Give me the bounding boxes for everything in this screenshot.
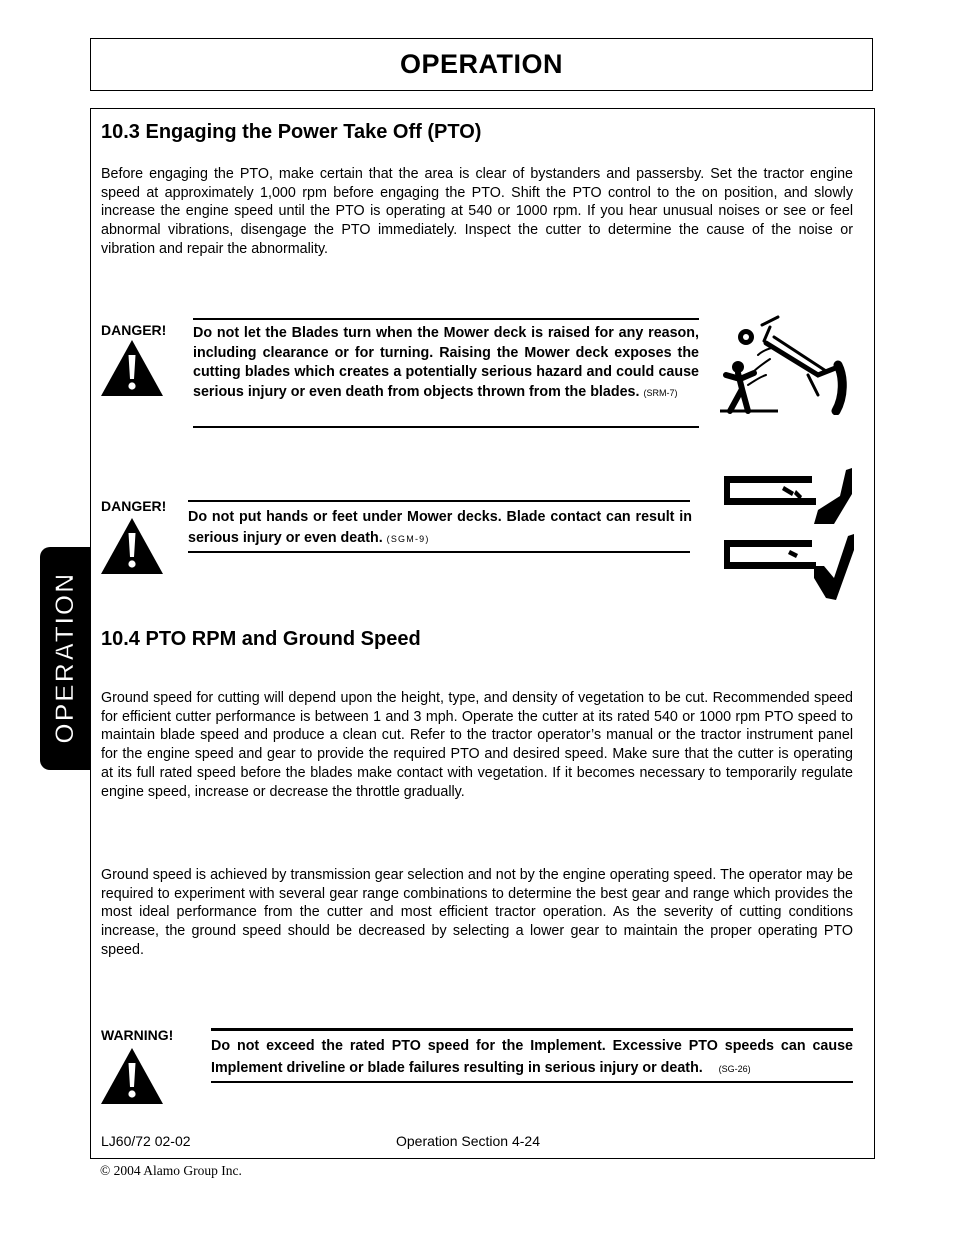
danger-triangle-icon xyxy=(100,338,164,398)
danger-triangle-icon xyxy=(100,516,164,576)
side-tab-label: OPERATION xyxy=(49,571,80,745)
footer-page-number: Operation Section 4-24 xyxy=(396,1133,540,1149)
warning-top-rule xyxy=(211,1028,853,1031)
section-10-4-paragraph-1: Ground speed for cutting will depend upon the height, type, and density of vegetation to be cut. Recommended speed for efficient cutter performance is between 1 and 3 mph. Operate the cutter at its rated 540 or 1000 rpm PTO speed to maintain blade speed and produce a clean cut. Refer to the tractor operator’s manual or the tractor instrument panel for the engine speed and gear to provide the required PTO and desired speed. Make sure that the cutter is operating at its full rated speed before the blades make contact with vegetation. If it becomes necessary to temporarily regulate engine speed, increase or decrease the throttle gradually. xyxy=(101,690,853,800)
page-title: OPERATION xyxy=(399,49,563,79)
section-10-4-heading: 10.4 PTO RPM and Ground Speed xyxy=(101,628,421,650)
warning-message: Do not exceed the rated PTO speed for the Implement. Excessive PTO speeds can cause Implement driveline or blade failures resulting in serious injury or death. (SG-26) xyxy=(211,1038,853,1076)
section-10-4-paragraph-2: Ground speed is achieved by transmission gear selection and not by the engine operating speed. The operator may be required to experiment with several gear range combinations to determine the best gear and range which provides the most ideal performance from the cutter and most efficient tractor operation. As the severity of cutting conditions increase, the ground speed should be decreased by selecting a lower gear to maintain the proper operating PTO speed. xyxy=(101,867,853,958)
footer-document-id: LJ60/72 02-02 xyxy=(101,1133,191,1149)
section-10-3-heading: 10.3 Engaging the Power Take Off (PTO) xyxy=(101,121,482,143)
danger-bottom-rule xyxy=(188,551,690,553)
danger-label: DANGER! xyxy=(101,322,167,338)
danger-message: Do not let the Blades turn when the Mower deck is raised for any reason, including clearance or for turning. Raising the Mower deck exposes the cutting blades which creates a potentially serious hazard and could cause serious injury or even death from objects thrown from the blades. (SRM-7) xyxy=(193,325,699,400)
warning-triangle-icon xyxy=(100,1046,164,1106)
copyright-notice: © 2004 Alamo Group Inc. xyxy=(100,1163,242,1178)
warning-bottom-rule xyxy=(211,1081,853,1083)
danger-top-rule xyxy=(188,500,690,502)
page-header xyxy=(90,38,873,91)
danger-top-rule xyxy=(193,318,699,320)
hand-foot-blade-hazard-icon xyxy=(722,466,854,600)
warning-label: WARNING! xyxy=(101,1027,174,1043)
danger-bottom-rule xyxy=(193,426,699,428)
danger-message: Do not put hands or feet under Mower decks. Blade contact can result in serious injury or even death. (SGM-9) xyxy=(188,509,692,546)
danger-label: DANGER! xyxy=(101,498,167,514)
section-10-3-paragraph: Before engaging the PTO, make certain that the area is clear of bystanders and passersby. Set the tractor engine speed at approximately 1,000 rpm before engaging the PTO. Shift the PTO control to the on position, and slowly increase the engine speed until the PTO is operating at 540 or 1000 rpm. If you hear unusual noises or see or feel abnormal vibrations, disengage the PTO immediately. Inspect the cutter to determine the cause of the noise or vibration and repair the abnormality. xyxy=(101,166,853,257)
thrown-objects-hazard-icon xyxy=(718,315,852,415)
